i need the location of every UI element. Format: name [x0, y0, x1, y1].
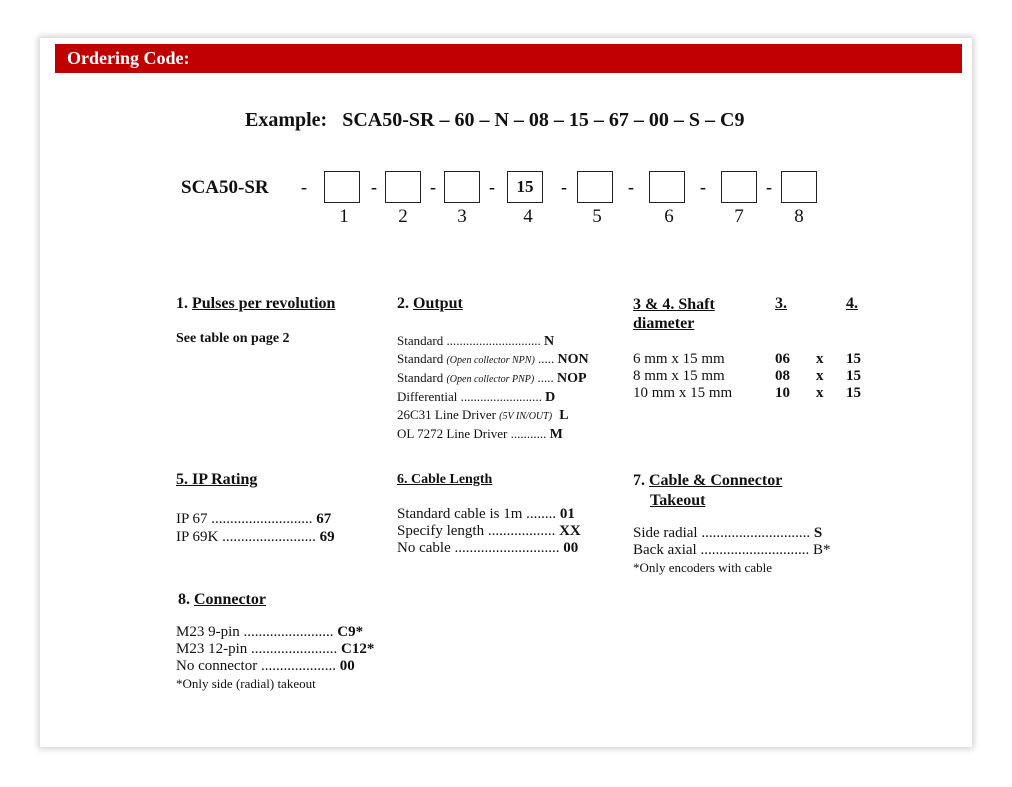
connector-dots: .......................	[251, 641, 338, 657]
example-line	[245, 109, 744, 132]
code-dash: -	[430, 177, 436, 197]
code-number-8: 8	[794, 206, 804, 227]
section-7-list	[633, 525, 831, 576]
takeout-code: S	[813, 525, 823, 541]
cable-label: Specify length	[397, 523, 485, 539]
code-box-6[interactable]	[649, 171, 685, 203]
takeout-note: *Only encoders with cable	[633, 560, 772, 575]
takeout-code: B*	[812, 542, 831, 558]
code-box-2[interactable]	[385, 171, 421, 203]
output-code: NOP	[556, 371, 587, 386]
shaft-row-x: x	[816, 351, 824, 367]
output-row	[397, 425, 589, 443]
takeout-label: Side radial	[633, 525, 698, 541]
section-2-list	[397, 332, 589, 443]
code-box-7[interactable]	[721, 171, 757, 203]
example-code: SCA50-SR – 60 – N – 08 – 15 – 67 – 00 – S – C9	[342, 109, 745, 131]
shaft-row-label: 8 mm x 15 mm	[633, 368, 725, 384]
connector-code: C9*	[337, 624, 364, 640]
connector-code: 00	[339, 658, 355, 674]
output-sub: (5V IN/OUT)	[499, 411, 553, 422]
section-1-number: 1.	[176, 295, 188, 312]
output-sub: (Open collector NPN)	[446, 355, 535, 366]
section-1-heading: Pulses per revolution	[192, 295, 336, 312]
output-code: N	[543, 334, 555, 349]
connector-label: M23 9-pin	[176, 624, 240, 640]
output-sub: (Open collector PNP)	[446, 374, 535, 385]
section-8-list	[176, 624, 374, 692]
shaft-row-code4: 15	[846, 385, 861, 401]
output-row	[397, 332, 589, 350]
section-5-title: 5. IP Rating	[176, 471, 258, 488]
section-34-col4-header: 4.	[846, 295, 858, 312]
shaft-row-x: x	[816, 368, 824, 384]
code-number-1: 1	[339, 206, 349, 227]
ip-row	[176, 529, 335, 546]
takeout-row	[633, 525, 831, 542]
ip-label: IP 69K	[176, 529, 219, 545]
section-8-heading: Connector	[194, 591, 266, 608]
code-number-2: 2	[398, 206, 408, 227]
cable-dots: ........	[526, 506, 557, 522]
section-1-note: See table on page 2	[176, 331, 290, 346]
section-6-title: 6. Cable Length	[397, 472, 493, 487]
output-row	[397, 406, 589, 425]
ip-code: 67	[316, 511, 332, 527]
section-2-title	[397, 295, 463, 313]
cable-label: No cable	[397, 540, 451, 556]
header-bar	[55, 44, 962, 73]
code-number-3: 3	[457, 206, 467, 227]
shaft-row-code4: 15	[846, 368, 861, 384]
output-dots: .....	[538, 351, 555, 366]
cable-code: 01	[559, 506, 575, 522]
code-box-8[interactable]	[781, 171, 817, 203]
code-dash: -	[561, 177, 567, 197]
output-code: L	[559, 408, 569, 423]
code-dash: -	[489, 177, 495, 197]
section-34-heading-line2: diameter	[633, 315, 695, 332]
connector-dots: ....................	[260, 658, 336, 674]
cable-row	[397, 523, 581, 540]
section-7-heading-line1: Cable & Connector	[649, 472, 783, 489]
cable-code: XX	[559, 523, 581, 539]
output-label: OL 7272 Line Driver	[397, 426, 508, 441]
code-box-4[interactable]: 15	[507, 171, 543, 203]
cable-label: Standard cable is 1m	[397, 506, 523, 522]
shaft-row-code3: 10	[775, 385, 790, 401]
section-1-title	[176, 295, 335, 313]
ip-row	[176, 511, 331, 528]
cable-row	[397, 540, 581, 557]
section-7-number: 7.	[633, 472, 645, 489]
shaft-row-label: 6 mm x 15 mm	[633, 351, 725, 367]
takeout-label: Back axial	[633, 542, 697, 558]
output-dots: .........................	[460, 389, 542, 404]
connector-code: C12*	[341, 641, 375, 657]
connector-label: M23 12-pin	[176, 641, 248, 657]
output-code: NON	[557, 352, 589, 367]
ip-dots: ...........................	[211, 511, 313, 527]
code-box-1[interactable]	[324, 171, 360, 203]
takeout-dots: .............................	[700, 542, 810, 558]
code-number-4: 4	[523, 206, 533, 227]
output-code: D	[545, 390, 556, 405]
ip-dots: .........................	[222, 529, 316, 545]
section-2-number: 2.	[397, 295, 409, 312]
code-number-7: 7	[734, 206, 744, 227]
section-8-number: 8.	[178, 591, 190, 608]
section-34-col3-header: 3.	[775, 295, 787, 312]
shaft-row-code3: 06	[775, 351, 790, 367]
section-8-title	[178, 591, 266, 609]
code-number-5: 5	[592, 206, 602, 227]
output-code: M	[549, 427, 563, 442]
code-box-3[interactable]	[444, 171, 480, 203]
code-dash: -	[628, 177, 634, 197]
output-row	[397, 350, 589, 369]
ip-label: IP 67	[176, 511, 208, 527]
output-row	[397, 369, 589, 388]
cable-dots: ..................	[487, 523, 556, 539]
document-page	[40, 38, 972, 747]
section-7-heading-line2: Takeout	[650, 492, 706, 509]
connector-row	[176, 658, 374, 675]
output-dots: .............................	[446, 333, 541, 348]
connector-note: *Only side (radial) takeout	[176, 676, 316, 691]
output-dots: ...........	[510, 426, 547, 441]
code-box-5[interactable]	[577, 171, 613, 203]
code-prefix: SCA50-SR	[181, 177, 269, 198]
connector-label: No connector	[176, 658, 258, 674]
section-7-title	[633, 471, 782, 511]
code-dash: -	[700, 177, 706, 197]
shaft-row-code4: 15	[846, 351, 861, 367]
shaft-row-label: 10 mm x 15 mm	[633, 385, 733, 401]
code-dash: -	[766, 177, 772, 197]
output-row	[397, 388, 589, 406]
code-dash: -	[301, 177, 307, 197]
code-number-6: 6	[664, 206, 674, 227]
example-label: Example:	[245, 109, 328, 131]
code-dash: -	[371, 177, 377, 197]
output-label: Standard	[397, 370, 444, 385]
ip-code: 69	[319, 529, 335, 545]
section-34-title	[633, 295, 715, 333]
takeout-dots: .............................	[701, 525, 811, 541]
output-label: Standard	[397, 351, 444, 366]
section-2-heading: Output	[413, 295, 463, 312]
connector-row	[176, 624, 374, 641]
output-label: Differential	[397, 389, 458, 404]
output-dots: .....	[537, 370, 554, 385]
section-6-list	[397, 506, 581, 557]
connector-row	[176, 641, 374, 658]
header-title: Ordering Code:	[67, 48, 190, 68]
output-label: Standard	[397, 333, 444, 348]
section-34-heading-line1: 3 & 4. Shaft	[633, 296, 715, 313]
shaft-row-x: x	[816, 385, 824, 401]
connector-dots: ........................	[243, 624, 334, 640]
shaft-row-code3: 08	[775, 368, 790, 384]
cable-row	[397, 506, 581, 523]
output-label: 26C31 Line Driver	[397, 407, 496, 422]
cable-dots: ............................	[454, 540, 560, 556]
takeout-row	[633, 542, 831, 559]
cable-code: 00	[563, 540, 579, 556]
